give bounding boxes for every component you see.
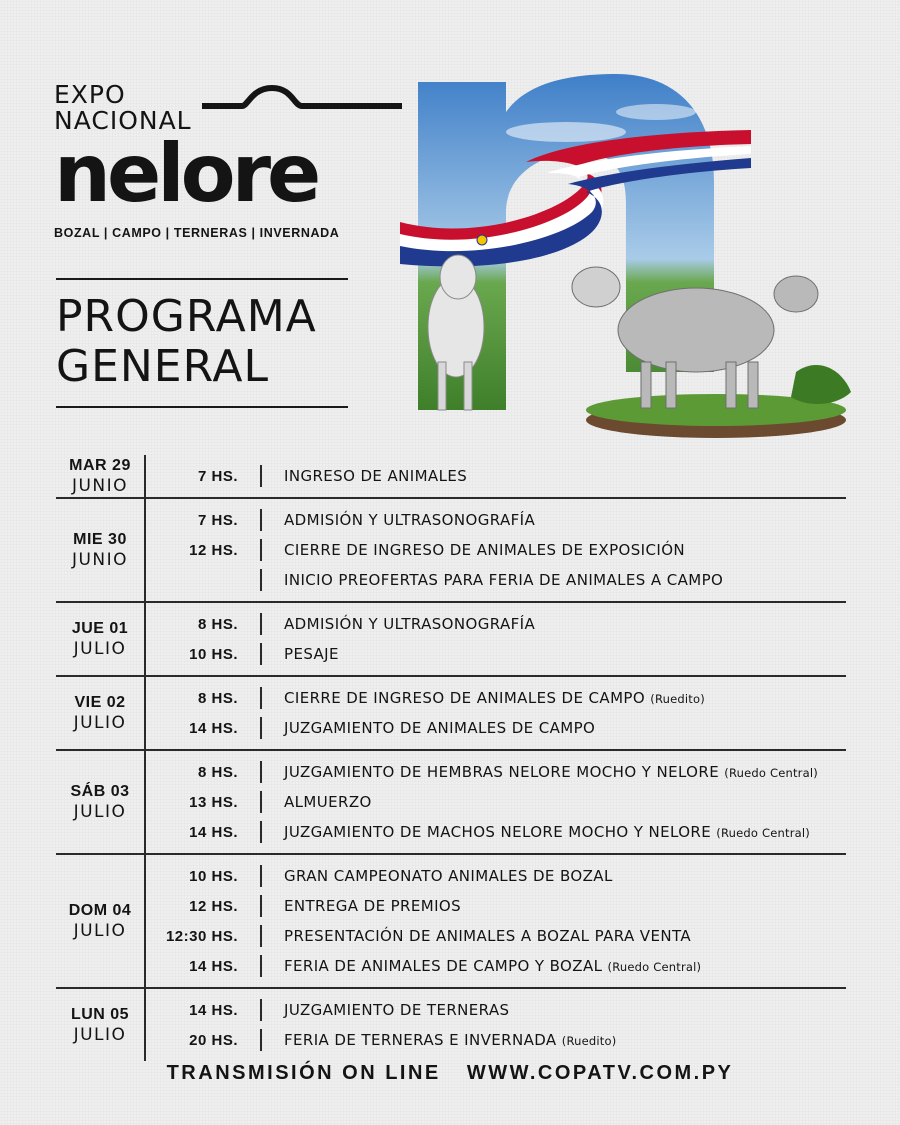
event-venue-note: (Ruedo Central) xyxy=(716,826,810,840)
event-text: PRESENTACIÓN DE ANIMALES A BOZAL PARA VENTA xyxy=(284,927,692,945)
day-month: JULIO xyxy=(73,1025,127,1045)
event-time: 8 HS. xyxy=(197,763,238,781)
schedule-row xyxy=(146,861,846,891)
schedule-row xyxy=(146,565,846,595)
event-text: JUZGAMIENTO DE ANIMALES DE CAMPO xyxy=(284,719,596,737)
event-time: 10 HS. xyxy=(189,867,238,885)
schedule-day xyxy=(56,603,846,677)
logo-brand: nelore xyxy=(54,127,318,220)
event-description xyxy=(284,1031,616,1049)
time-separator xyxy=(260,539,262,561)
event-text: ADMISIÓN Y ULTRASONOGRAFÍA xyxy=(284,511,536,529)
day-label xyxy=(56,499,146,601)
event-text: CIERRE DE INGRESO DE ANIMALES DE EXPOSICIÓN xyxy=(284,541,686,559)
time-separator xyxy=(260,569,262,591)
event-time: 14 HS. xyxy=(189,957,238,975)
time-separator xyxy=(260,895,262,917)
event-time: 12 HS. xyxy=(189,541,238,559)
event-time: 7 HS. xyxy=(197,511,238,529)
schedule-row xyxy=(146,505,846,535)
event-venue-note: (Ruedo Central) xyxy=(607,960,702,974)
event-description xyxy=(284,571,723,589)
schedule-row xyxy=(146,787,846,817)
event-text: CIERRE DE INGRESO DE ANIMALES DE CAMPO xyxy=(284,689,646,707)
event-description xyxy=(284,897,461,915)
divider-top xyxy=(56,278,348,280)
time-separator xyxy=(260,925,262,947)
schedule-row xyxy=(146,951,846,981)
event-time: 7 HS. xyxy=(197,467,238,485)
broadcast-url[interactable]: WWW.COPATV.COM.PY xyxy=(466,1062,734,1084)
event-text: JUZGAMIENTO DE MACHOS NELORE MOCHO Y NELORE xyxy=(284,823,712,841)
hero-illustration xyxy=(396,72,866,447)
event-text: JUZGAMIENTO DE TERNERAS xyxy=(284,1001,510,1019)
schedule-row xyxy=(146,535,846,565)
event-time: 14 HS. xyxy=(189,823,238,841)
time-separator xyxy=(260,643,262,665)
day-name: DOM 04 xyxy=(68,902,132,919)
event-venue-note: (Ruedito) xyxy=(561,1034,617,1048)
schedule-day xyxy=(56,499,846,603)
event-text: JUZGAMIENTO DE HEMBRAS NELORE MOCHO Y NELORE xyxy=(284,763,720,781)
day-name: MIE 30 xyxy=(73,531,127,548)
time-separator xyxy=(260,1029,262,1051)
day-name: JUE 01 xyxy=(71,620,129,637)
schedule-row xyxy=(146,995,846,1025)
divider-bottom xyxy=(56,406,348,408)
event-description xyxy=(284,823,810,841)
time-separator xyxy=(260,613,262,635)
schedule-row xyxy=(146,817,846,847)
event-venue-note: (Ruedo Central) xyxy=(724,766,818,780)
schedule-row xyxy=(146,683,846,713)
logo-nacional: NACIONAL xyxy=(54,106,192,135)
schedule-row xyxy=(146,921,846,951)
program-title xyxy=(56,292,352,392)
event-text: ENTREGA DE PREMIOS xyxy=(284,897,462,915)
schedule-day xyxy=(56,989,846,1061)
event-time: 14 HS. xyxy=(189,1001,238,1019)
event-description xyxy=(284,511,535,529)
event-description xyxy=(284,689,705,707)
event-time: 13 HS. xyxy=(189,793,238,811)
schedule-row xyxy=(146,1025,846,1055)
schedule-row xyxy=(146,757,846,787)
day-month: JULIO xyxy=(73,921,127,941)
logo-categories: BOZAL | CAMPO | TERNERAS | INVERNADA xyxy=(54,226,340,240)
event-text: ALMUERZO xyxy=(284,793,372,811)
time-separator xyxy=(260,955,262,977)
time-separator xyxy=(260,761,262,783)
event-description xyxy=(284,615,535,633)
day-label xyxy=(56,989,146,1061)
event-time: 10 HS. xyxy=(189,645,238,663)
event-text: FERIA DE TERNERAS E INVERNADA xyxy=(284,1031,557,1049)
event-time: 8 HS. xyxy=(197,615,238,633)
schedule-day xyxy=(56,751,846,855)
day-month: JULIO xyxy=(73,802,127,822)
event-description xyxy=(284,793,372,811)
day-name: SÁB 03 xyxy=(70,783,130,800)
event-description xyxy=(284,467,467,485)
schedule-day xyxy=(56,455,846,499)
day-name: LUN 05 xyxy=(70,1006,130,1023)
day-label xyxy=(56,677,146,749)
event-description xyxy=(284,541,685,559)
day-name: VIE 02 xyxy=(74,694,126,711)
broadcast-label: TRANSMISIÓN ON LINE xyxy=(166,1062,441,1084)
day-name: MAR 29 xyxy=(69,457,131,474)
time-separator xyxy=(260,465,262,487)
schedule-table xyxy=(56,455,846,1061)
program-title-line2: GENERAL xyxy=(56,341,270,392)
time-separator xyxy=(260,791,262,813)
event-description xyxy=(284,763,818,781)
footer-broadcast xyxy=(0,1062,900,1085)
day-label xyxy=(56,855,146,987)
day-month: JUNIO xyxy=(71,550,129,570)
schedule-row xyxy=(146,461,846,491)
time-separator xyxy=(260,687,262,709)
day-label xyxy=(56,455,146,497)
logo-expo: EXPO xyxy=(54,80,126,109)
event-time: 14 HS. xyxy=(189,719,238,737)
event-description xyxy=(284,957,701,975)
cow-right xyxy=(572,267,818,408)
day-month: JUNIO xyxy=(71,476,129,496)
day-label xyxy=(56,603,146,675)
event-logo xyxy=(54,82,354,240)
event-description xyxy=(284,867,613,885)
program-title-line1: PROGRAMA xyxy=(56,291,317,342)
day-month: JULIO xyxy=(73,713,127,733)
event-text: GRAN CAMPEONATO ANIMALES DE BOZAL xyxy=(284,867,613,885)
schedule-day xyxy=(56,677,846,751)
time-separator xyxy=(260,821,262,843)
schedule-day xyxy=(56,855,846,989)
event-venue-note: (Ruedito) xyxy=(650,692,705,706)
event-text: PESAJE xyxy=(284,645,339,663)
logo-arc-mark xyxy=(202,82,402,122)
time-separator xyxy=(260,717,262,739)
schedule-row xyxy=(146,713,846,743)
event-description xyxy=(284,719,595,737)
day-month: JULIO xyxy=(73,639,127,659)
time-separator xyxy=(260,865,262,887)
event-text: FERIA DE ANIMALES DE CAMPO Y BOZAL xyxy=(284,957,603,975)
event-time: 20 HS. xyxy=(189,1031,238,1049)
day-label xyxy=(56,751,146,853)
event-text: ADMISIÓN Y ULTRASONOGRAFÍA xyxy=(284,615,536,633)
event-description xyxy=(284,927,691,945)
event-time: 8 HS. xyxy=(197,689,238,707)
event-text: INGRESO DE ANIMALES xyxy=(284,467,468,485)
event-time: 12 HS. xyxy=(189,897,238,915)
schedule-row xyxy=(146,639,846,669)
time-separator xyxy=(260,999,262,1021)
time-separator xyxy=(260,509,262,531)
schedule-row xyxy=(146,891,846,921)
schedule-row xyxy=(146,609,846,639)
event-text: INICIO PREOFERTAS PARA FERIA DE ANIMALES A CAMPO xyxy=(284,571,724,589)
event-time: 12:30 HS. xyxy=(165,927,238,945)
event-description xyxy=(284,645,339,663)
event-description xyxy=(284,1001,509,1019)
